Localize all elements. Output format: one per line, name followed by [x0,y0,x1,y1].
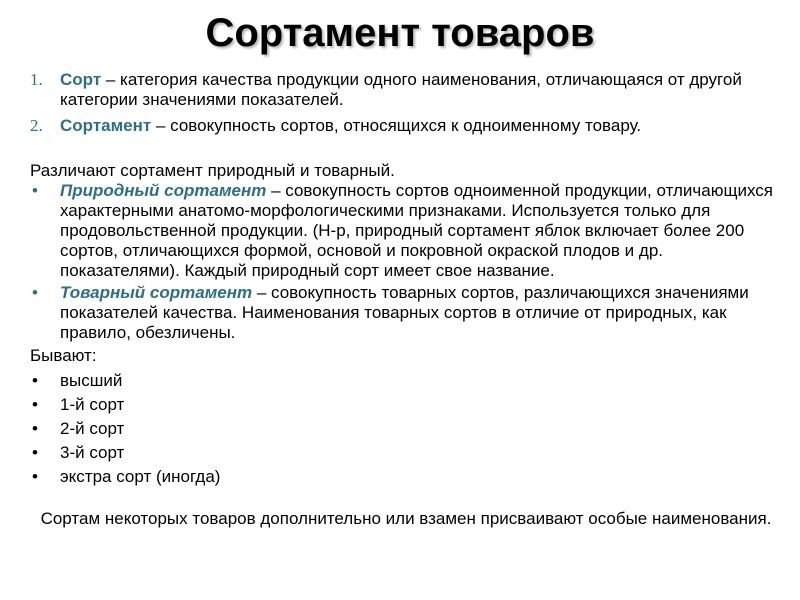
term-commodity-sortament: Товарный сортамент [60,283,253,302]
term-sort: Сорт [60,70,102,89]
slide-body [30,70,782,529]
bullet-icon: • [32,283,38,302]
type-text: – совокупность товарных сортов, различающихся значениями показателей качества. Наименования товарных сортов в отличие от природных, как правило, обезличены. [60,283,749,342]
grade-item [30,441,782,465]
definition-text: – категория качества продукции одного наименования, отличающаяся от другой категории значениями показателей. [60,70,742,109]
grade-label: высший [60,371,123,390]
term-sortament: Сортамент [60,116,152,135]
bullet-icon: • [32,467,38,486]
term-natural-sortament: Природный сортамент [60,181,267,200]
definitions-list [30,70,782,136]
type-item-natural [30,181,782,281]
list-number: 1. [30,70,43,89]
grade-item [30,417,782,441]
definition-item-sort [30,70,782,110]
definition-text: – совокупность сортов, относящихся к одноименному товару. [151,116,642,135]
grade-item [30,465,782,489]
grade-item [30,369,782,393]
grade-label: 3-й сорт [60,443,125,462]
list-number: 2. [30,116,43,135]
bullet-icon: • [32,419,38,438]
grade-label: экстра сорт (иногда) [60,467,221,486]
bullet-icon: • [32,395,38,414]
type-item-commodity [30,283,782,343]
bullet-icon: • [32,443,38,462]
type-text: – совокупность сортов одноименной продукции, отличающихся характерными анатомо-морфологическими признаками. Используется только для продовольственной продукции. (Н-р, природный сортамент яблок включает более 200 сортов, отличающихся формой, основой и покровной окраской плодов и др. показателями). Каждый природный сорт имеет свое название. [60,181,773,280]
definition-item-sortament [30,116,782,136]
grade-label: 1-й сорт [60,395,125,414]
grade-label: 2-й сорт [60,419,125,438]
grade-item [30,393,782,417]
bullet-icon: • [32,371,38,390]
intro-text: Различают сортамент природный и товарный. [30,161,395,180]
bullet-icon: • [32,181,38,200]
slide-title: Сортамент товаров [205,11,595,55]
sortament-types-list [30,181,782,343]
grades-list [30,369,782,489]
footer-note: Сортам некоторых товаров дополнительно или взамен присваивают особые наименования. [40,509,772,528]
grades-intro: Бывают: [30,346,97,365]
